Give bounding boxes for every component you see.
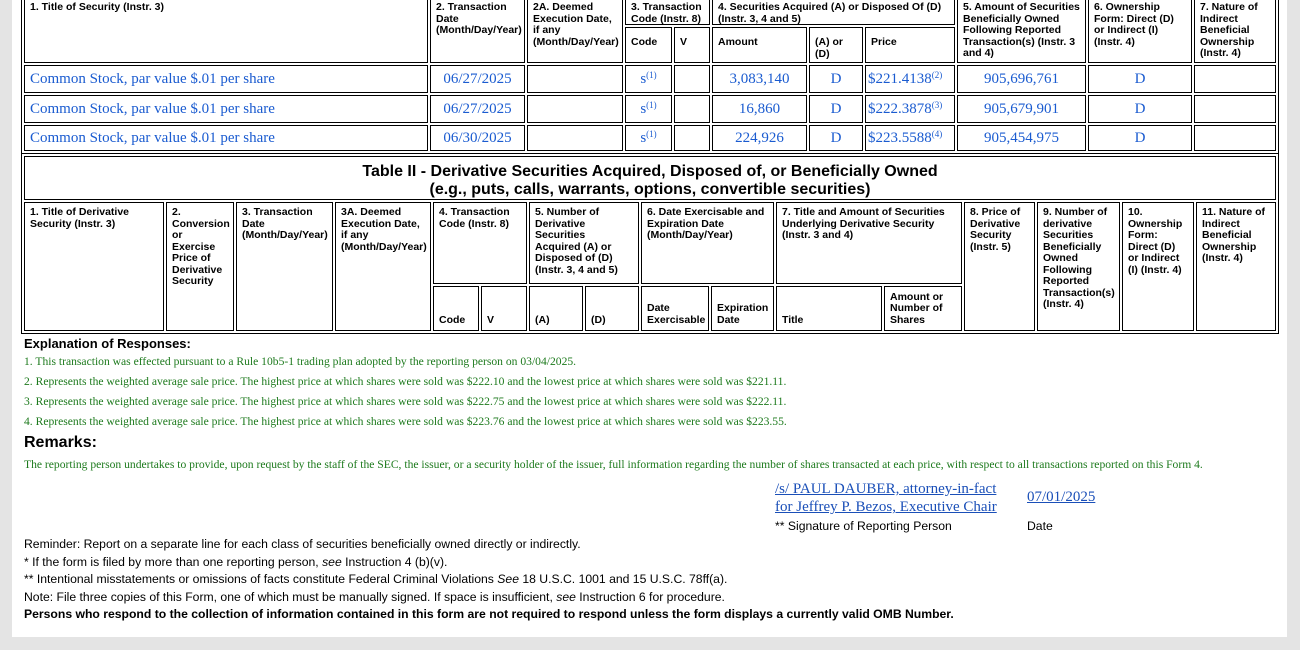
form4-page (12, 0, 1287, 637)
t1-sub-v: V (674, 27, 710, 63)
t2-sub-expiration: Expiration Date (711, 286, 774, 331)
footer-line-1-see: see (322, 555, 342, 569)
footnote-3: 3. Represents the weighted average sale price. The highest price at which shares were sold was $222.75 and the lowest price at which shares were sold was $222.11. (24, 395, 787, 408)
t1-header-nature: 7. Nature of Indirect Beneficial Ownership (Instr. 4) (1194, 0, 1276, 63)
t1-row3-price: $223.5588 $^{(4)}$ (865, 125, 955, 151)
table-2 (21, 153, 1279, 334)
table2-title-line1: Table II - Derivative Securities Acquired, Disposed of, or Beneficially Owned (362, 163, 938, 180)
t1-row1-form: D (1088, 65, 1192, 93)
t2-sub-date-exercisable: Date Exercisable (641, 286, 709, 331)
date-label: Date (1027, 519, 1053, 533)
t1-row2-owned: 905,679,901 (957, 95, 1086, 123)
t2-header-9: 9. Number of derivative Securities Beneficially Owned Following Reported Transaction(s) (Instr. 4) (1037, 202, 1120, 331)
t1-row3-owned: 905,454,975 (957, 125, 1086, 151)
t2-sub-code: Code (433, 286, 479, 331)
t1-row3-code-value: s (640, 129, 647, 146)
t2-header-4: 4. Transaction Code (Instr. 8) (433, 202, 527, 284)
footer-line-1 (24, 555, 447, 569)
t1-row1-code-value: s (640, 70, 647, 87)
t1-header-form: 6. Ownership Form: Direct (D) or Indirect (I) (Instr. 4) (1088, 0, 1192, 63)
t2-sub-v: V (481, 286, 527, 331)
t1-row3-nature (1194, 125, 1276, 151)
t2-sub-amount-shares: Amount or Number of Shares (884, 286, 962, 331)
t2-header-10: 10. Ownership Form: Direct (D) or Indirect (I) (Instr. 4) (1122, 202, 1194, 331)
explanation-heading: Explanation of Responses: (24, 336, 191, 351)
t2-header-6: 6. Date Exercisable and Expiration Date (Month/Day/Year) (641, 202, 774, 284)
footer-reminder: Reminder: Report on a separate line for each class of securities beneficially owned directly or indirectly. (24, 537, 581, 551)
t1-header-owned: 5. Amount of Securities Beneficially Owned Following Reported Transaction(s) (Instr. 3 and 4) (957, 0, 1086, 63)
t1-sub-ad: (A) or (D) (809, 27, 863, 63)
t1-row1-price-value: $221.4138 (868, 70, 932, 87)
t1-row3-amount: 224,926 (712, 125, 807, 151)
footer-line-2 (24, 572, 727, 586)
t1-row2-title: Common Stock, par value $.01 per share (24, 95, 428, 123)
t2-header-2: 2. Conversion or Exercise Price of Derivative Security (166, 202, 234, 331)
t2-sub-a: (A) (529, 286, 583, 331)
t1-row1-ad: D (809, 65, 863, 93)
t1-header-title: 1. Title of Security (Instr. 3) (24, 0, 428, 63)
t1-header-acquired: 4. Securities Acquired (A) or Disposed Of (D) (Instr. 3, 4 and 5) (712, 0, 955, 25)
t1-row3-title: Common Stock, par value $.01 per share (24, 125, 428, 151)
t2-header-3: 3. Transaction Date (Month/Day/Year) (236, 202, 333, 331)
footer-line-1-b: Instruction 4 (b)(v). (345, 555, 448, 569)
footer-line-2-see: See (497, 572, 519, 586)
table2-title-line2: (e.g., puts, calls, warrants, options, convertible securities) (429, 181, 871, 198)
t1-row3-date: 06/30/2025 (430, 125, 525, 151)
t1-row2-amount: 16,860 (712, 95, 807, 123)
t2-header-1: 1. Title of Derivative Security (Instr. 3) (24, 202, 164, 331)
footer-line-1-a: * If the form is filed by more than one reporting person, (24, 555, 319, 569)
t2-header-7: 7. Title and Amount of Securities Underlying Derivative Security (Instr. 3 and 4) (776, 202, 962, 284)
t1-row2-form: D (1088, 95, 1192, 123)
t1-row2-price: $222.3878 $^{(3)}$ (865, 95, 955, 123)
t1-row1-price: $221.4138 $^{(2)}$ (865, 65, 955, 93)
remarks-text: The reporting person undertakes to provide, upon request by the staff of the SEC, the issuer, or a security holder of the issuer, full information regarding the number of shares transacted at each price, with respect to all transactions reported on this Form 4. (24, 458, 1203, 471)
t2-sub-d: (D) (585, 286, 639, 331)
footer-line-3-b: Instruction 6 for procedure. (579, 590, 725, 604)
t1-row3-form: D (1088, 125, 1192, 151)
footer-line-2-b: 18 U.S.C. 1001 and 15 U.S.C. 78ff(a). (522, 572, 728, 586)
t2-header-5: 5. Number of Derivative Securities Acquired (A) or Disposed of (D) (Instr. 3, 4 and 5) (529, 202, 639, 284)
t1-header-date: 2. Transaction Date (Month/Day/Year) (430, 0, 525, 63)
footnote-2: 2. Represents the weighted average sale price. The highest price at which shares were sold was $222.10 and the lowest price at which shares were sold was $221.11. (24, 375, 787, 388)
t1-sub-price: Price (865, 27, 955, 63)
t1-row2-v (674, 95, 710, 123)
footnote-4: 4. Represents the weighted average sale price. The highest price at which shares were sold was $223.76 and the lowest price at which shares were sold was $223.55. (24, 415, 787, 428)
t1-row1-owned: 905,696,761 (957, 65, 1086, 93)
t1-row1-v (674, 65, 710, 93)
t1-sub-code: Code (625, 27, 672, 63)
t1-row2-code: s $^{(1)}$ (625, 95, 672, 123)
t2-header-3a: 3A. Deemed Execution Date, if any (Month/Day/Year) (335, 202, 431, 331)
signature-label: ** Signature of Reporting Person (775, 519, 952, 533)
t1-row1-deemed (527, 65, 623, 93)
t1-row2-deemed (527, 95, 623, 123)
t1-row3-v (674, 125, 710, 151)
t1-row3-price-value: $223.5588 (868, 129, 932, 146)
t1-header-deemed: 2A. Deemed Execution Date, if any (Month/Day/Year) (527, 0, 623, 63)
signature-line-1[interactable]: /s/ PAUL DAUBER, attorney-in-fact (775, 481, 997, 497)
signature-line-2[interactable]: for Jeffrey P. Bezos, Executive Chair (775, 499, 997, 515)
t2-sub-title: Title (776, 286, 882, 331)
table-1 (21, 0, 1279, 154)
t1-row1-amount: 3,083,140 (712, 65, 807, 93)
footer-omb-notice: Persons who respond to the collection of information contained in this form are not required to respond unless the form displays a currently valid OMB Number. (24, 607, 954, 621)
footer-line-3-see: see (556, 590, 576, 604)
footer-line-3-a: Note: File three copies of this Form, one of which must be manually signed. If space is insufficient, (24, 590, 553, 604)
t1-row1-date: 06/27/2025 (430, 65, 525, 93)
t2-header-8: 8. Price of Derivative Security (Instr. 5) (964, 202, 1035, 331)
t1-row2-nature (1194, 95, 1276, 123)
t1-sub-amount: Amount (712, 27, 807, 63)
t1-row2-price-value: $222.3878 (868, 100, 932, 117)
t1-row1-nature (1194, 65, 1276, 93)
signature-block (775, 480, 997, 516)
remarks-heading: Remarks: (24, 434, 97, 451)
t1-row2-date: 06/27/2025 (430, 95, 525, 123)
table2-title (24, 156, 1276, 200)
t1-row2-code-value: s (640, 100, 647, 117)
footnote-1: 1. This transaction was effected pursuant to a Rule 10b5-1 trading plan adopted by the reporting person on 03/04/2025. (24, 355, 577, 368)
t1-row3-deemed (527, 125, 623, 151)
footer-line-2-a: ** Intentional misstatements or omissions of facts constitute Federal Criminal Violations (24, 572, 494, 586)
signature-date[interactable]: 07/01/2025 (1027, 489, 1096, 505)
footer-line-3 (24, 590, 725, 604)
t1-row3-code: s $^{(1)}$ (625, 125, 672, 151)
t2-header-11: 11. Nature of Indirect Beneficial Ownership (Instr. 4) (1196, 202, 1276, 331)
t1-row1-code: s $^{(1)}$ (625, 65, 672, 93)
t1-row2-ad: D (809, 95, 863, 123)
t1-row1-title: Common Stock, par value $.01 per share (24, 65, 428, 93)
t1-row3-ad: D (809, 125, 863, 151)
t1-header-code: 3. Transaction Code (Instr. 8) (625, 0, 710, 25)
